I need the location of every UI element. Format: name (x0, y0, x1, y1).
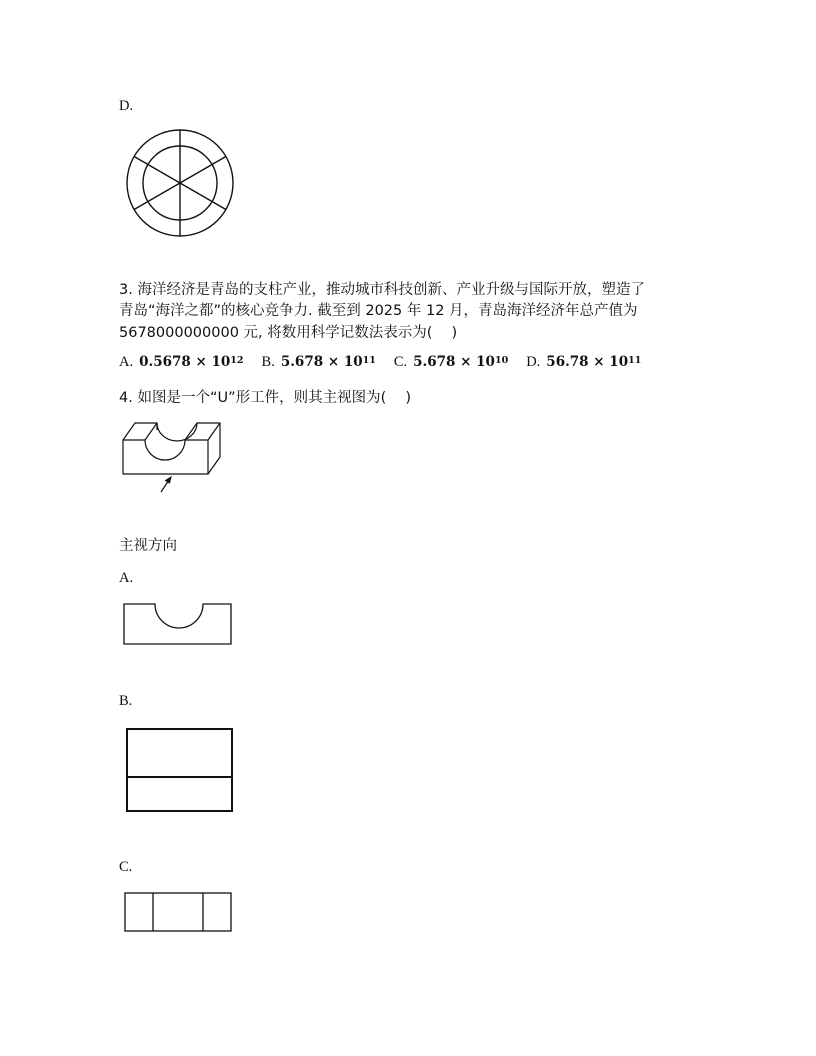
circle-wheel-figure (125, 128, 235, 238)
question4-option-c-label[interactable]: C. (119, 859, 133, 875)
option-a-front-view (123, 603, 233, 646)
option-c-front-view (124, 892, 234, 934)
option-b-front-view (126, 728, 234, 813)
question3-line2: 青岛“海洋之都”的核心竞争力. 截至到 2025 年 12 月，青岛海洋经济年总产值为 (119, 303, 638, 319)
question3-line3: 5678000000000 元, 将数用科学记数法表示为( ) (119, 325, 458, 341)
question3-option-a[interactable]: A. $0.5678 \times 10^{12}$ (119, 354, 244, 370)
question3-options (119, 354, 641, 371)
question3-option-c[interactable]: C. $5.678 \times 10^{10}$ (393, 354, 509, 370)
view-direction-label: 主视方向 (119, 538, 177, 554)
u-shaped-workpiece-figure (120, 420, 236, 495)
question3-line1: 3. 海洋经济是青岛的支柱产业，推动城市科技创新、产业升级与国际开放，塑造了 (119, 282, 645, 298)
option-d-label: D. (119, 98, 134, 114)
question4-option-a-label[interactable]: A. (119, 570, 134, 586)
question4-stem: 4. 如图是一个“U”形工件，则其主视图为( ) (119, 390, 412, 406)
question4-option-b-label[interactable]: B. (119, 693, 133, 709)
question3-option-d[interactable]: D. $56.78 \times 10^{11}$ (526, 354, 642, 370)
question3-option-b[interactable]: B. $5.678 \times 10^{11}$ (261, 354, 376, 370)
